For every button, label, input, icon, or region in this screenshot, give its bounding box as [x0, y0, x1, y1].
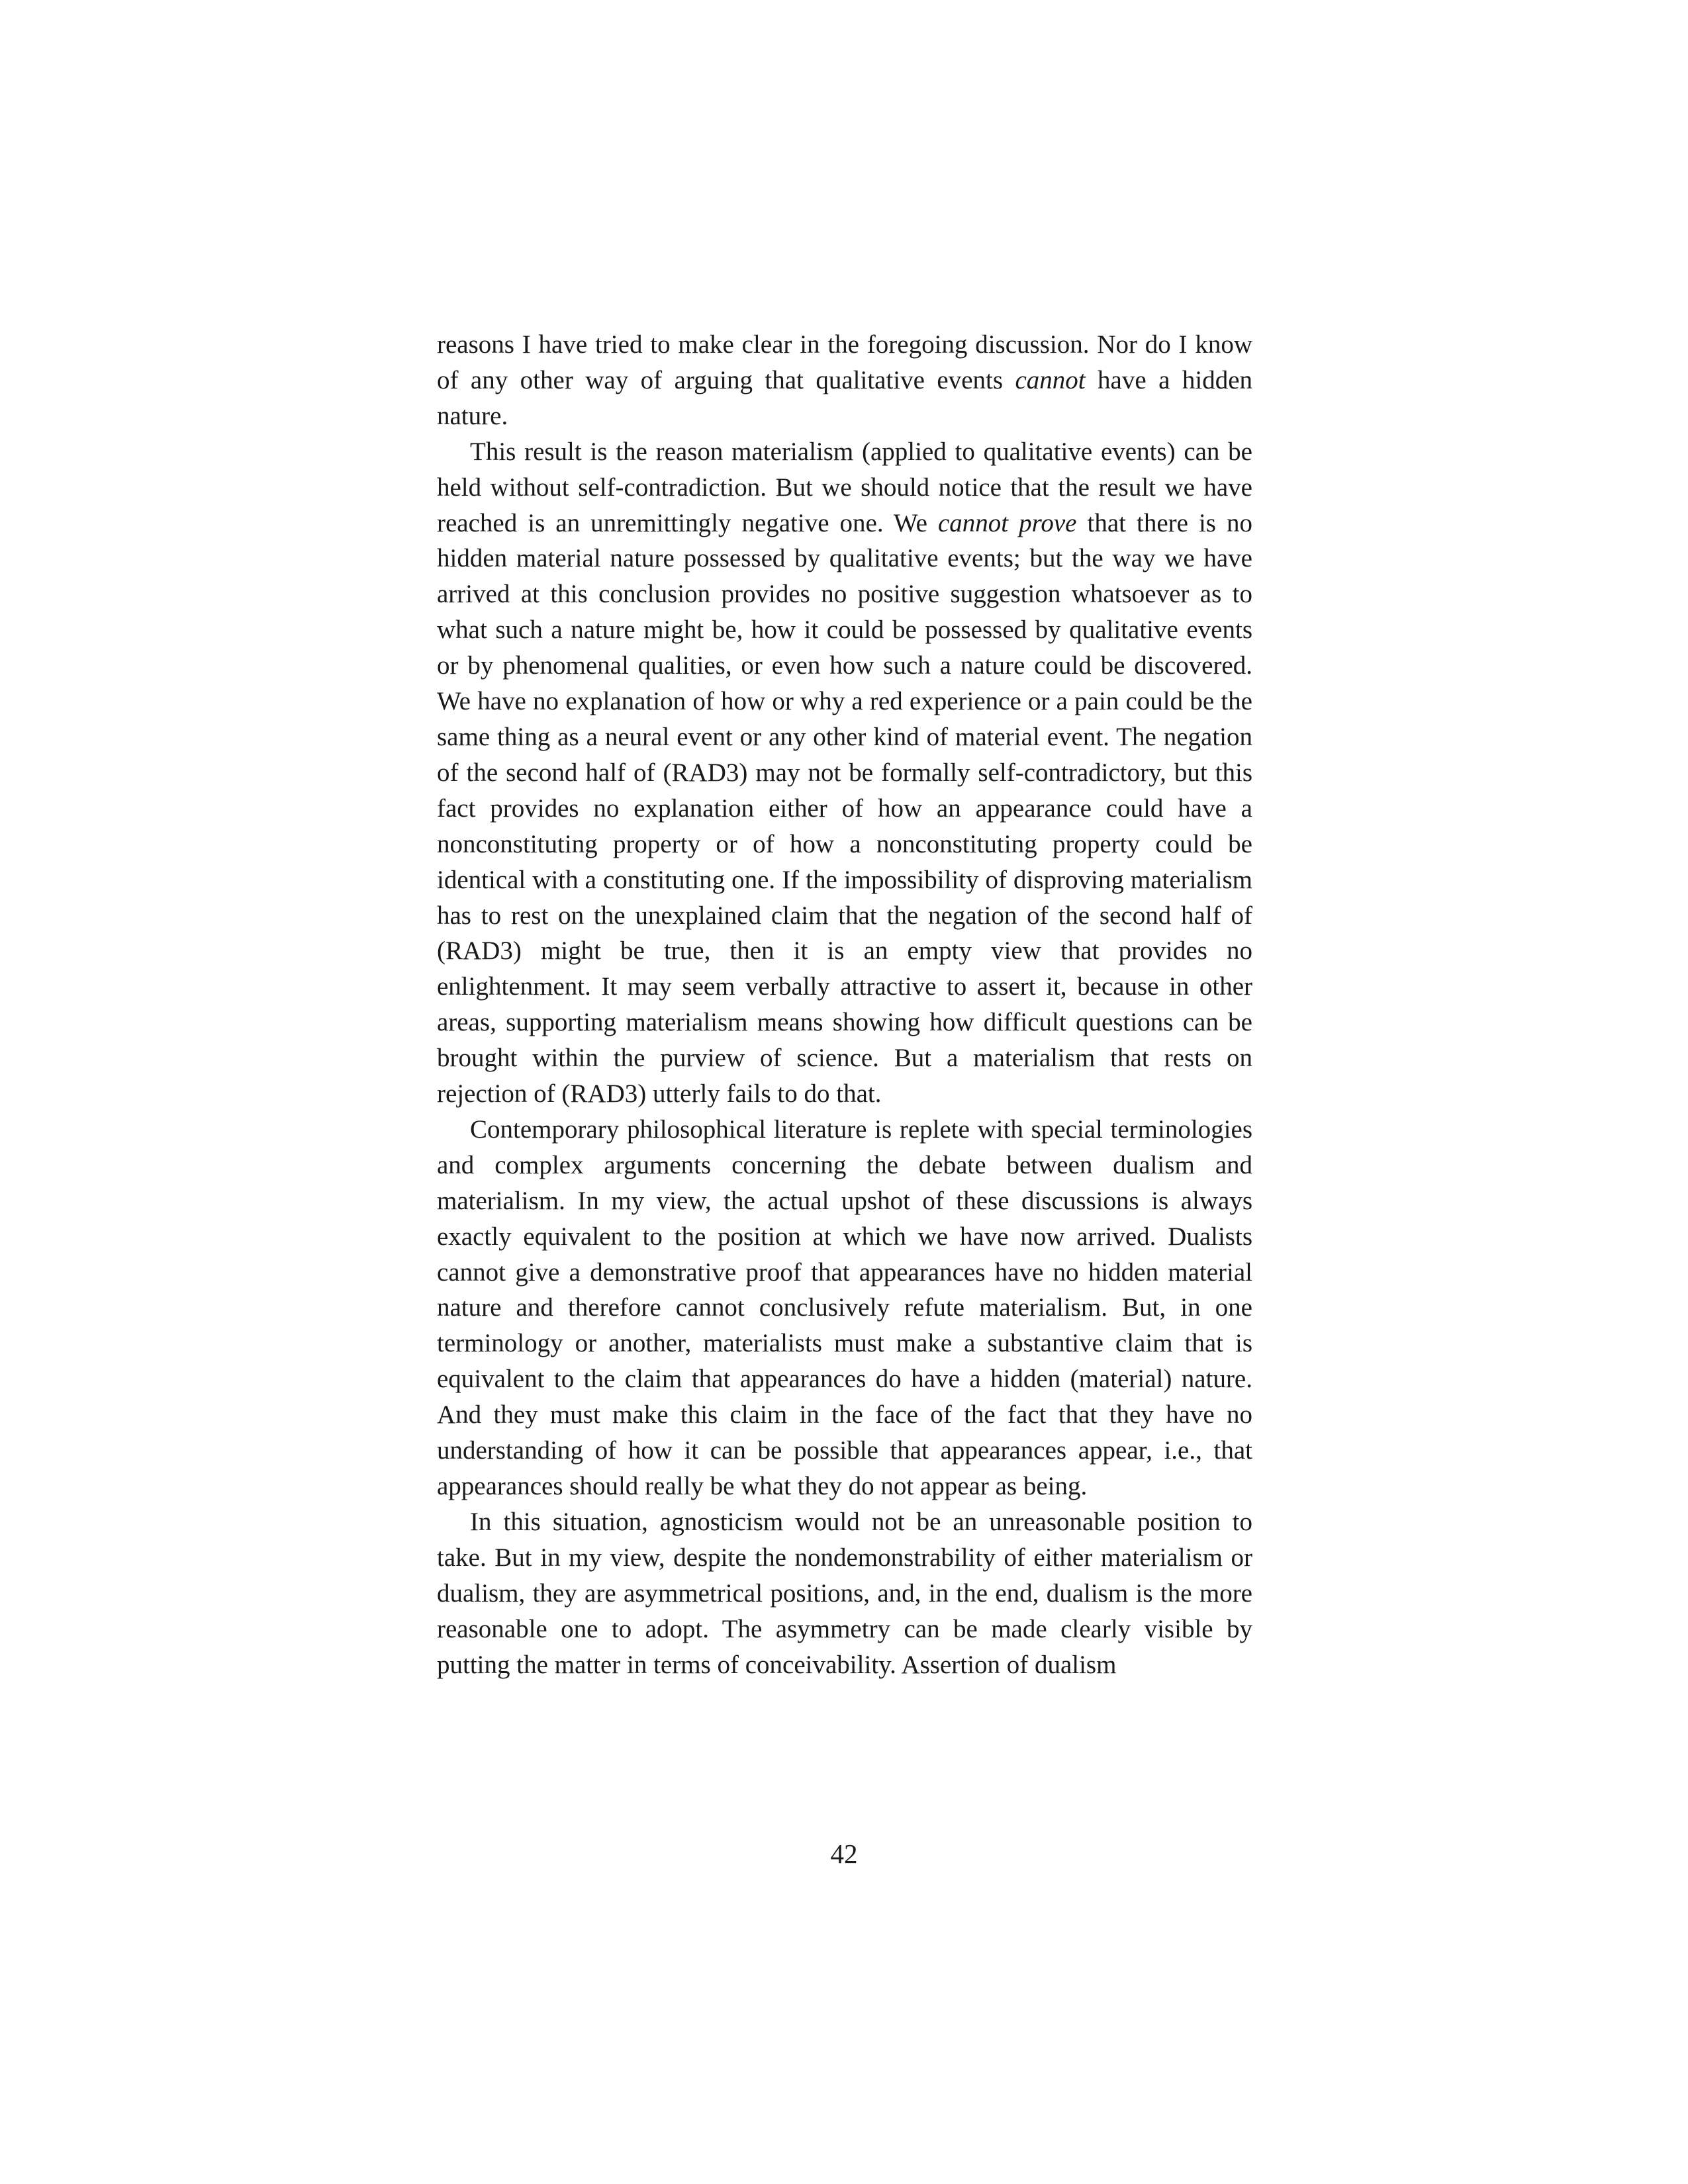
page-number: 42 [830, 1839, 858, 1869]
paragraph-1-text-1: reasons I have tried to make clear in the foregoing discussion. Nor do I know of any other way of arguing that qualitative events [437, 330, 1252, 394]
paragraph-2-text-2: that there is no hidden material nature possessed by qualitative events; but the way we have arrived at this conclusion provides no positive suggestion whatsoever as to what such a nature might be, how it could be possessed by qualitative events or by phenomenal qualities, or even how such a nature could be discovered. We have no explanation of how or why a red experience or a pain could be the same thing as a neural event or any other kind of material event. The negation of the second half of (RAD3) may not be formally self-contradictory, but this fact provides no explanation either of how an appearance could have a nonconstituting property or of how a nonconstituting property could be identical with a constituting one. If the impossibility of disproving materialism has to rest on the unexplained claim that the negation of the second half of (RAD3) might be true, then it is an empty view that provides no enlightenment. It may seem verbally attractive to assert it, because in other areas, supporting materialism means showing how difficult questions can be brought within the purview of science. But a materialism that rests on rejection of (RAD3) utterly fails to do that. [437, 508, 1252, 1109]
paragraph-3 [437, 1112, 1252, 1504]
paragraph-2 [437, 434, 1252, 1112]
paragraph-1 [437, 327, 1252, 434]
paragraph-2-italic-cannot-prove: cannot prove [937, 508, 1077, 537]
paragraph-3-text-1: Contemporary philosophical literature is replete with special terminologies and complex arguments concerning the debate between dualism and materialism. In my view, the actual upshot of these discussions is always exactly equivalent to the position at which we have now arrived. Dualists cannot give a demonstrative proof that appearances have no hidden material nature and therefore cannot conclusively refute materialism. But, in one terminology or another, materialists must make a substantive claim that is equivalent to the claim that appearances do have a hidden (material) nature. And they must make this claim in the face of the fact that they have no understanding of how it can be possible that appearances appear, i.e., that appearances should really be what they do not appear as being. [437, 1115, 1252, 1500]
paragraph-1-text-2: have a hidden nature. [437, 365, 1253, 430]
body-text [437, 327, 1252, 1682]
paragraph-1-italic-cannot: cannot [1015, 365, 1086, 394]
paragraph-4-text-1: In this situation, agnosticism would not be an unreasonable position to take. But in my view, despite the nondemonstrability of either materialism or dualism, they are asymmetrical positions, and, in the end, dualism is the more reasonable one to adopt. The asymmetry can be made clearly visible by putting the matter in terms of conceivability. Assertion of dualism [437, 1507, 1252, 1679]
paragraph-2-text-1: This result is the reason materialism (applied to qualitative events) can be held without self-contradiction. But we should notice that the result we have reached is an unremittingly negative one. We [437, 437, 1252, 537]
paragraph-4 [437, 1504, 1252, 1683]
